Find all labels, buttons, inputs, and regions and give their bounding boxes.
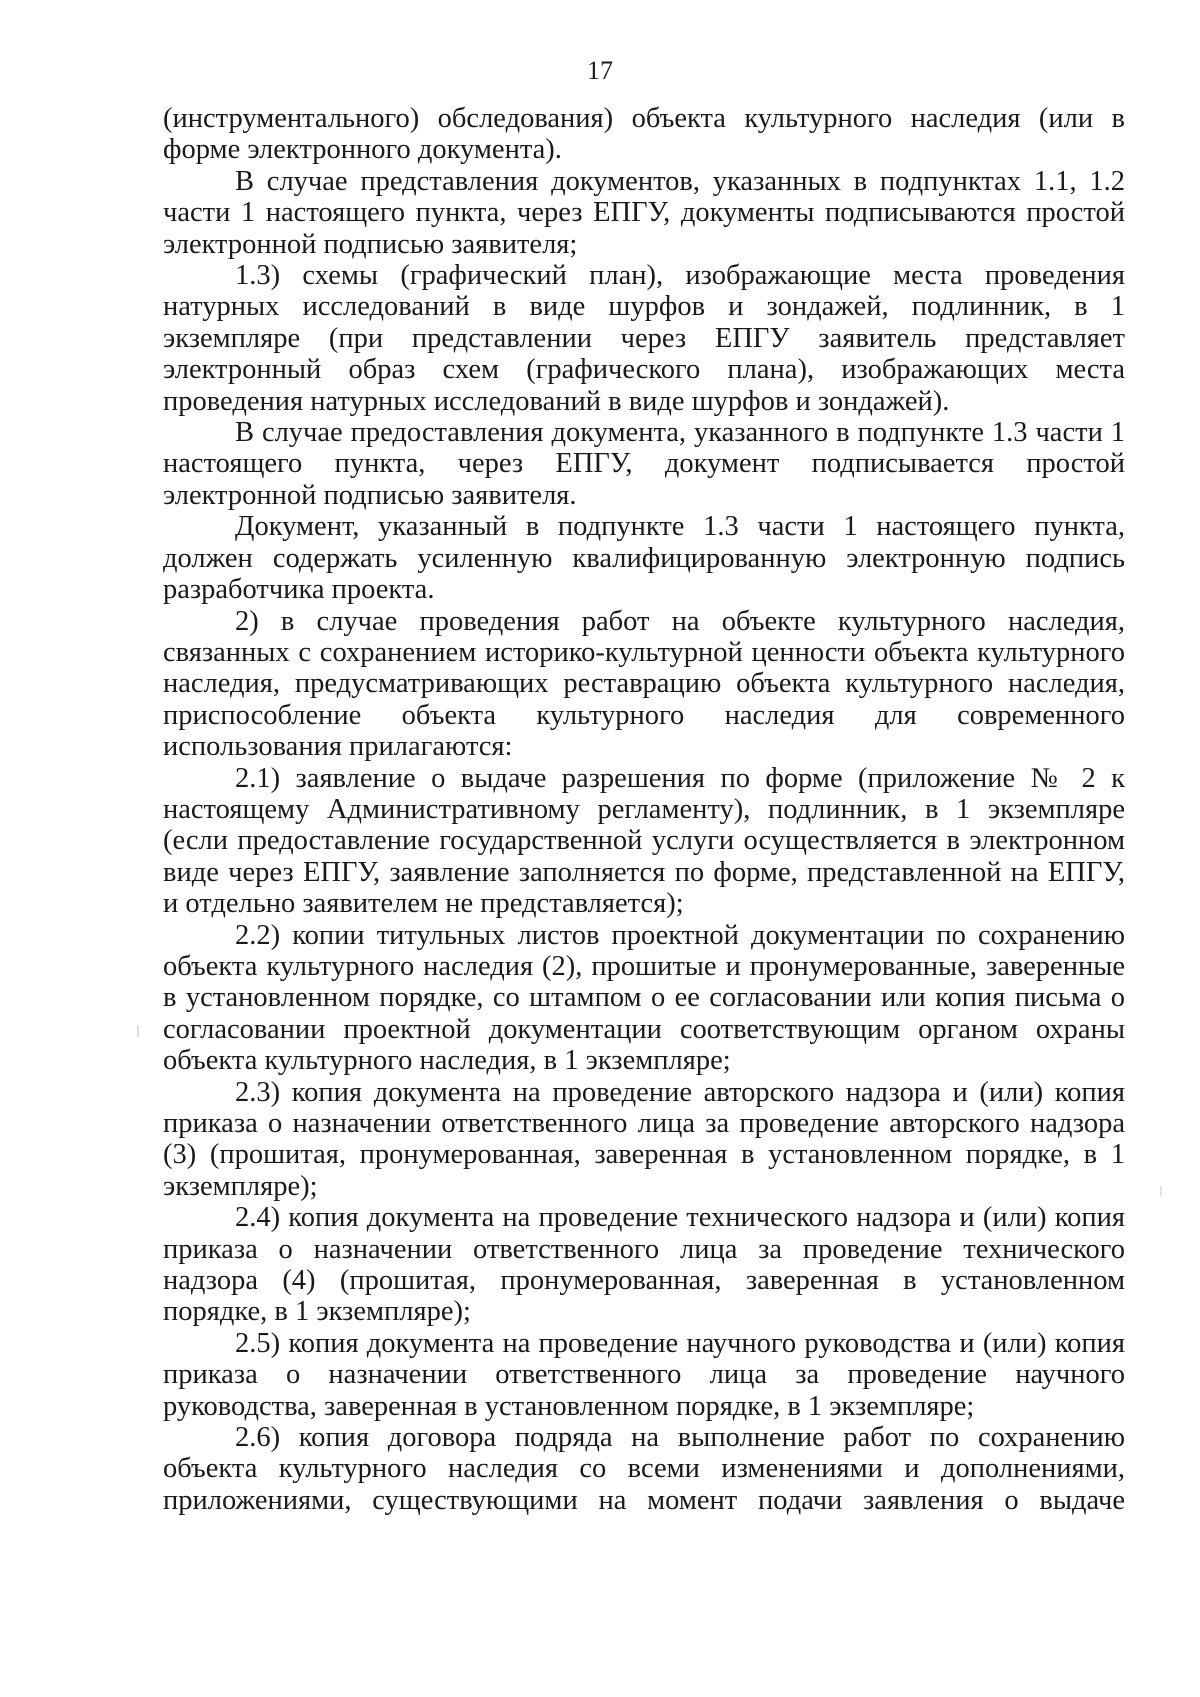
paragraph: 2.2) копии титульных листов проектной документации по сохранению объекта культурного наследия (2), прошитые и пронумерованные, заверенные в установленном порядке, со штампом о ее согласовании или копия письма о согласовании проектной документации соответствующим органом охраны объекта культурного наследия, в 1 экземпляре; bbox=[163, 919, 1125, 1077]
paragraph: 2.6) копия договора подряда на выполнение работ по сохранению объекта культурного наследия со всеми изменениями и дополнениями, приложениями, существующими на момент подачи заявления о выдаче bbox=[163, 1422, 1125, 1516]
document-body bbox=[163, 103, 1125, 1516]
paragraph: 2.4) копия документа на проведение технического надзора и (или) копия приказа о назначении ответственного лица за проведение технического надзора (4) (прошитая, пронумерованная, заверенная в установленном порядке, в 1 экземпляре); bbox=[163, 1202, 1125, 1328]
paragraph: (инструментального) обследования) объекта культурного наследия (или в форме электронного документа). bbox=[163, 103, 1125, 166]
paragraph: Документ, указанный в подпункте 1.3 части 1 настоящего пункта, должен содержать усиленную квалифицированную электронную подпись разработчика проекта. bbox=[163, 511, 1125, 606]
paragraph: 2.5) копия документа на проведение научного руководства и (или) копия приказа о назначении ответственного лица за проведение научного руководства, заверенная в установленном порядке, в 1 экземпляре; bbox=[163, 1327, 1125, 1422]
page-number: 17 bbox=[587, 56, 613, 85]
paragraph: 1.3) схемы (графический план), изображающие места проведения натурных исследований в виде шурфов и зондажей, подлинник, в 1 экземпляре (при представлении через ЕПГУ заявитель представляет электронный образ схем (графического плана), изображающих места проведения натурных исследований в виде шурфов и зондажей). bbox=[163, 260, 1125, 417]
scan-artifact-mark bbox=[137, 1025, 139, 1037]
paragraph: В случае представления документов, указанных в подпунктах 1.1, 1.2 части 1 настоящего пункта, через ЕПГУ, документы подписываются простой электронной подписью заявителя; bbox=[163, 165, 1125, 260]
paragraph: 2) в случае проведения работ на объекте культурного наследия, связанных с сохранением историко-культурной ценности объекта культурного наследия, предусматривающих реставрацию объекта культурного наследия, приспособление объекта культурного наследия для современного использования прилагаются: bbox=[163, 605, 1125, 763]
paragraph: В случае предоставления документа, указанного в подпункте 1.3 части 1 настоящего пункта, через ЕПГУ, документ подписывается простой электронной подписью заявителя. bbox=[163, 417, 1125, 511]
scan-artifact-mark bbox=[1160, 1186, 1162, 1196]
paragraph: 2.1) заявление о выдаче разрешения по форме (приложение № 2 к настоящему Административному регламенту), подлинник, в 1 экземпляре (если предоставление государственной услуги осуществляется в электронном виде через ЕПГУ, заявление заполняется по форме, представленной на ЕПГУ, и отдельно заявителем не представляется); bbox=[163, 762, 1125, 920]
paragraph: 2.3) копия документа на проведение авторского надзора и (или) копия приказа о назначении ответственного лица за проведение авторского надзора (3) (прошитая, пронумерованная, заверенная в установленном порядке, в 1 экземпляре); bbox=[163, 1076, 1125, 1202]
